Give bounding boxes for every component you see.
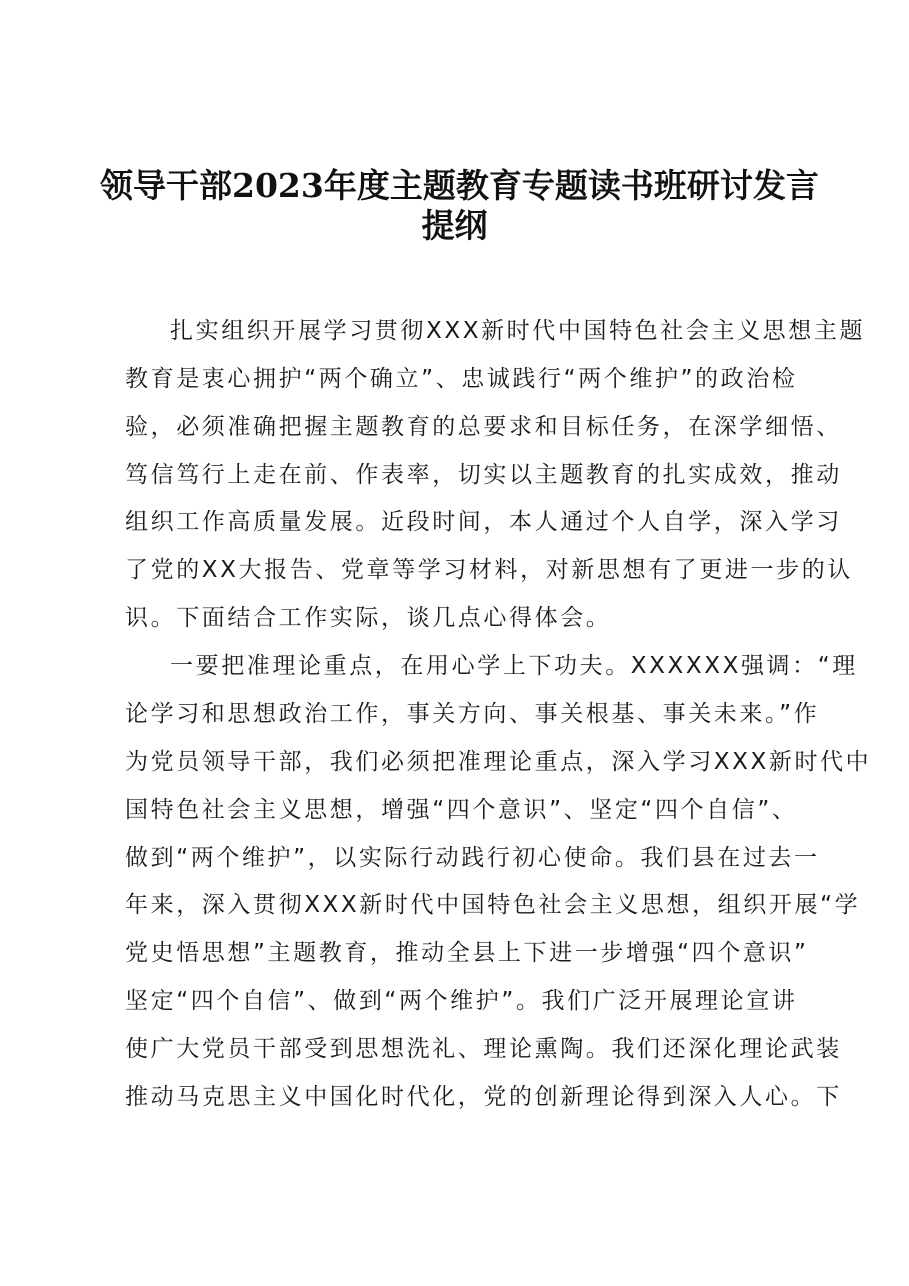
- document-title-line-1: 领导干部2023年度主题教育专题读书班研讨发言: [100, 166, 819, 205]
- paragraph-2-line-7: 党史悟思想”主题教育，推动全县上下进一步增强“四个意识”: [125, 940, 809, 966]
- paragraph-1-line-6: 了党的XX大报告、党章等学习材料，对新思想有了更进一步的认: [125, 557, 853, 583]
- paragraph-2-line-2: 论学习和思想政治工作，事关方向、事关根基、事关未来。”作: [125, 701, 820, 727]
- paragraph-1-line-4: 笃信笃行上走在前、作表率，切实以主题教育的扎实成效，推动: [125, 462, 842, 488]
- paragraph-2-line-3: 为党员领导干部，我们必须把准理论重点，深入学习XXX新时代中: [125, 749, 872, 775]
- paragraph-1-line-5: 组织工作高质量发展。近段时间，本人通过个人自学，深入学习: [125, 509, 842, 535]
- paragraph-2-line-8: 坚定“四个自信”、做到“两个维护”。我们广泛开展理论宣讲: [125, 988, 798, 1014]
- document-title-line-2: 提纲: [421, 206, 488, 245]
- paragraph-1-line-2: 教育是衷心拥护“两个确立”、忠诚践行“两个维护”的政治检: [125, 366, 798, 392]
- paragraph-1-line-1: 扎实组织开展学习贯彻XXX新时代中国特色社会主义思想主题: [170, 318, 866, 344]
- paragraph-2-line-6: 年来，深入贯彻XXX新时代中国特色社会主义思想，组织开展“学: [125, 892, 861, 918]
- paragraph-2-line-10: 推动马克思主义中国化时代化，党的创新理论得到深入人心。下: [125, 1084, 842, 1110]
- paragraph-1-line-7: 识。下面结合工作实际，谈几点心得体会。: [125, 605, 612, 631]
- paragraph-2-line-9: 使广大党员干部受到思想洗礼、理论熏陶。我们还深化理论武装: [125, 1036, 842, 1062]
- paragraph-2-line-4: 国特色社会主义思想，增强“四个意识”、坚定“四个自信”、: [125, 797, 798, 823]
- paragraph-2-line-5: 做到“两个维护”，以实际行动践行初心使命。我们县在过去一: [125, 845, 820, 871]
- paragraph-1-line-3: 验，必须准确把握主题教育的总要求和目标任务，在深学细悟、: [125, 414, 842, 440]
- paragraph-2-line-1: 一要把准理论重点，在用心学上下功夫。XXXXXX强调：“理: [170, 653, 858, 679]
